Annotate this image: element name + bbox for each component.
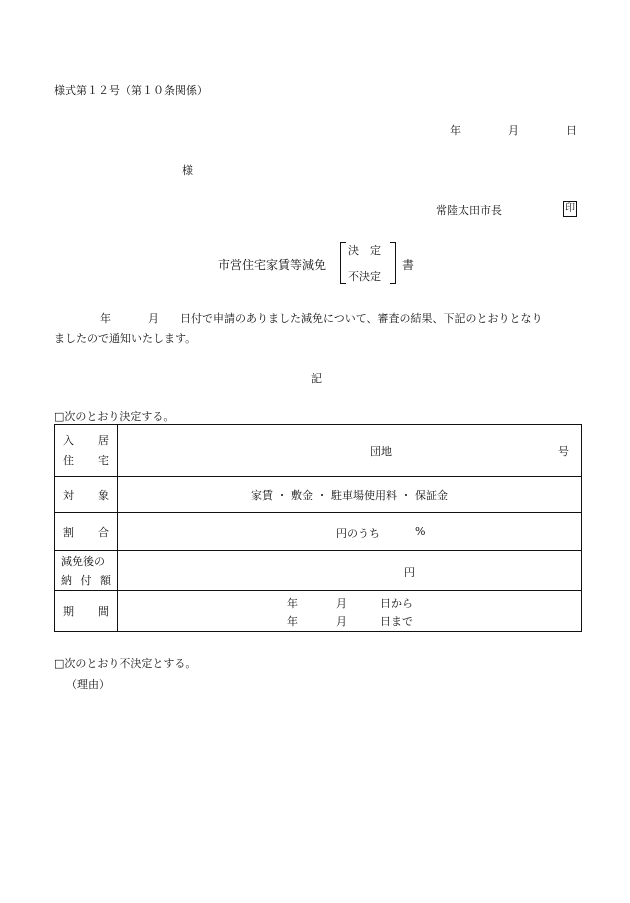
after-yen: 円 — [404, 566, 415, 579]
decided-heading: □次のとおり決定する。 — [54, 410, 175, 423]
period-from-month: 月 — [336, 597, 347, 610]
period-from-year: 年 — [287, 597, 298, 610]
table-row-ratio — [55, 513, 582, 551]
ratio-label — [55, 513, 118, 551]
label-char: 入 — [63, 433, 74, 447]
label-char: 居 — [98, 433, 109, 447]
residence-danchi: 団地 — [370, 445, 392, 458]
date-year: 年 — [450, 124, 461, 137]
label-char: 住 — [63, 453, 74, 467]
label-char: 付 — [80, 573, 92, 587]
title-suffix: 書 — [402, 258, 415, 272]
label-char: 納 — [61, 573, 72, 587]
label-char: 額 — [100, 573, 111, 587]
date-month: 月 — [508, 124, 519, 137]
addressee-suffix: 様 — [182, 164, 193, 177]
body-year: 年 — [100, 312, 111, 325]
period-to-day: 日まで — [380, 615, 413, 628]
residence-label — [55, 425, 118, 477]
title-option-undecided: 不決定 — [348, 270, 381, 283]
target-label — [55, 477, 118, 513]
period-to-month: 月 — [336, 615, 347, 628]
residence-go: 号 — [558, 445, 569, 458]
ratio-value — [118, 513, 582, 551]
after-label-line1: 減免後の — [61, 554, 105, 568]
period-to-year: 年 — [287, 615, 298, 628]
table-row-target — [55, 477, 582, 513]
undecided-heading: □次のとおり不決定とする。 — [54, 657, 197, 670]
label-char: 対 — [63, 488, 74, 502]
period-from-day: 日から — [380, 597, 413, 610]
body-month: 月 — [148, 312, 159, 325]
table-row-residence — [55, 425, 582, 477]
ratio-yen: 円のうち — [336, 527, 380, 540]
period-label — [55, 591, 118, 632]
target-value: 家賃 ・ 敷金 ・ 駐車場使用料 ・ 保証金 — [118, 477, 582, 513]
label-char: 間 — [98, 605, 109, 618]
label-char: 象 — [98, 488, 109, 502]
after-value — [118, 551, 582, 591]
label-char: 割 — [63, 525, 74, 539]
ki-heading: 記 — [311, 372, 322, 385]
table-row-after-reduction — [55, 551, 582, 591]
after-label — [55, 551, 118, 591]
seal-stamp: 印 — [563, 201, 577, 217]
body-text-line1: 日付で申請のありました減免について、審査の結果、下記のとおりとなり — [180, 312, 543, 325]
title-main: 市営住宅家賃等減免 — [218, 258, 327, 272]
label-char: 期 — [63, 605, 74, 618]
right-bracket — [390, 242, 396, 284]
table-row-period — [55, 591, 582, 632]
reason-label: （理由） — [66, 678, 110, 691]
residence-value — [118, 425, 582, 477]
label-char: 合 — [98, 525, 109, 539]
decision-table — [54, 424, 582, 632]
issuer-name: 常陸太田市長 — [436, 204, 502, 217]
form-number: 様式第１２号（第１０条関係） — [54, 84, 208, 97]
ratio-percent: % — [415, 525, 426, 538]
period-value — [118, 591, 582, 632]
date-day: 日 — [566, 124, 577, 137]
left-bracket — [340, 242, 346, 284]
label-char: 宅 — [98, 453, 109, 467]
title-option-decided: 決 定 — [348, 244, 381, 257]
body-text-line2: ましたので通知いたします。 — [54, 332, 197, 345]
